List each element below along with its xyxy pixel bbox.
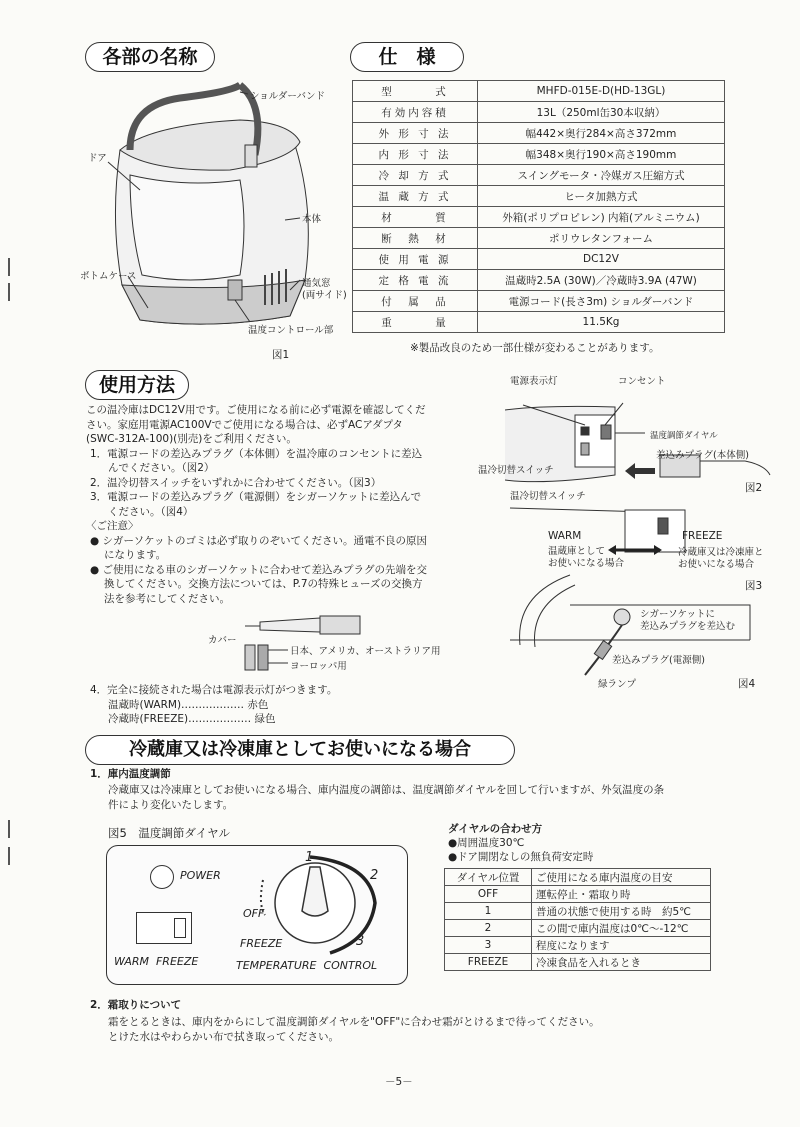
- spec-value: 温蔵時2.5A (30W)／冷蔵時3.9A (47W): [478, 270, 725, 291]
- power-lamp-icon: [150, 865, 174, 889]
- step-4-text: 4．完全に接続された場合は電源表示灯がつきます。: [90, 684, 338, 696]
- label-vent: 通気窓: [302, 278, 331, 289]
- freeze-color-line: 冷蔵時(FREEZE)……………… 緑色: [108, 713, 276, 725]
- spec-key: 有効内容積: [353, 102, 478, 123]
- spec-value: 11.5Kg: [478, 312, 725, 333]
- dial-table: [444, 868, 711, 971]
- fig3-warm: WARM: [548, 530, 582, 542]
- spec-key: 材 質: [353, 207, 478, 228]
- dial-temp-guide: 普通の状態で使用する時 約5℃: [532, 903, 711, 920]
- fig2-lamp: 電源表示灯: [510, 376, 558, 387]
- dial-2: 2: [370, 868, 379, 883]
- dial-position: OFF: [445, 886, 532, 903]
- usage-intro-3: (SWC-312A-100)(別売)をご利用ください。: [86, 433, 297, 445]
- spec-row: [353, 291, 725, 312]
- spec-key: 断 熱 材: [353, 228, 478, 249]
- spec-value: ポリウレタンフォーム: [478, 228, 725, 249]
- spec-key: 内 形 寸 法: [353, 144, 478, 165]
- spec-value: 電源コード(長さ3m) ショルダーバンド: [478, 291, 725, 312]
- spec-key: 外 形 寸 法: [353, 123, 478, 144]
- spec-row: [353, 81, 725, 102]
- heading-parts: 各部の名称: [85, 42, 215, 72]
- fig4-plug: 差込みプラグ(電源側): [612, 655, 705, 666]
- dial-condition-2: ●ドア開閉なしの無負荷安定時: [448, 851, 594, 863]
- fridge-s1-p1: 冷蔵庫又は冷凍庫としてお使いになる場合、庫内温度の調節は、温度調節ダイヤルを回して行いますが、外気温度の条: [108, 784, 665, 796]
- usage-intro-2: さい。家庭用電源AC100Vでご使用になる場合は、必ずACアダプタ: [86, 418, 403, 431]
- dial-table-head-temp: ご使用になる庫内温度の目安: [532, 869, 711, 886]
- label-jp-us-au: 日本、アメリカ、オーストラリア用: [290, 646, 441, 657]
- fridge-s2-p1: 霜をとるときは、庫内をからにして温度調節ダイヤルを"OFF"に合わせ霜がとけるまで待ってください。: [108, 1016, 600, 1028]
- spec-key: 使 用 電 源: [353, 249, 478, 270]
- fig3-freeze: FREEZE: [682, 530, 723, 542]
- usage-caution: 〈ご注意〉: [86, 520, 139, 532]
- spec-row: [353, 102, 725, 123]
- fig3-warm-desc-2: お使いになる場合: [548, 558, 625, 569]
- dial-settings-title: ダイヤルの合わせ方: [448, 823, 543, 835]
- fig2-caption: 図2: [745, 482, 763, 494]
- fig3-switch: 温冷切替スイッチ: [510, 491, 586, 502]
- power-label: POWER: [180, 869, 221, 882]
- spec-note: ※製品改良のため一部仕様が変わることがあります。: [410, 342, 660, 354]
- dial-temp-guide: 運転停止・霜取り時: [532, 886, 711, 903]
- binding-mark: [8, 847, 10, 865]
- spec-row: [353, 207, 725, 228]
- dial-table-row: [445, 920, 711, 937]
- usage-bullet-1a: ● シガーソケットのゴミは必ず取りのぞいてください。通電不良の原因: [90, 534, 427, 547]
- dial-position: 1: [445, 903, 532, 920]
- spec-value: ヒータ加熱方式: [478, 186, 725, 207]
- fig1-caption: 図1: [272, 349, 290, 361]
- dial-freeze: FREEZE: [240, 937, 283, 950]
- warm-freeze-switch[interactable]: [136, 912, 192, 944]
- spec-table-body: [353, 81, 725, 333]
- fig5-caption: 図5 温度調節ダイヤル: [108, 826, 230, 840]
- dial-position: 3: [445, 937, 532, 954]
- dial-table-header: [445, 869, 711, 886]
- spec-key: 冷 却 方 式: [353, 165, 478, 186]
- dial-table-head-position: ダイヤル位置: [445, 869, 532, 886]
- usage-step-3a: 3．電源コードの差込みプラグ（電源側）をシガーソケットに差込んで: [90, 491, 422, 503]
- bullet-1a-text: シガーソケットのゴミは必ず取りのぞいてください。通電不良の原因: [102, 534, 427, 547]
- usage-bullet-1b: になります。: [104, 549, 167, 561]
- binding-mark: [8, 283, 10, 301]
- fig4-socket-2: 差込みプラグを差込む: [640, 621, 736, 632]
- warm-color-line: 温蔵時(WARM)……………… 赤色: [108, 698, 269, 711]
- fig3-freeze-desc-1: 冷蔵庫又は冷凍庫と: [678, 547, 764, 558]
- usage-step-1a: 1．電源コードの差込みプラグ（本体側）を温冷庫のコンセントに差込: [90, 447, 423, 460]
- dial-temp-guide: 程度になります: [532, 937, 711, 954]
- label-bottom-case: ボトムケース: [80, 271, 137, 282]
- spec-row: [353, 165, 725, 186]
- dial-table-row: [445, 937, 711, 954]
- spec-value: 外箱(ポリプロピレン) 内箱(アルミニウム): [478, 207, 725, 228]
- dial-off: OFF: [243, 907, 265, 920]
- spec-key: 型 式: [353, 81, 478, 102]
- usage-bullet-2b: 換してください。交換方法については、P.7の特殊ヒューズの交換方: [104, 578, 423, 590]
- spec-row: [353, 270, 725, 291]
- label-temp-control: 温度コントロール部: [248, 325, 334, 336]
- fig2-plug: 差込みプラグ(本体側): [656, 450, 749, 461]
- dial-condition-1: ●周囲温度30℃: [448, 837, 525, 849]
- binding-mark: [8, 820, 10, 838]
- dial-table-row: [445, 903, 711, 920]
- label-vent-sub: (両サイド): [302, 290, 347, 301]
- fridge-s1-p2: 件により変化いたします。: [108, 799, 234, 811]
- spec-value: 幅348×奥行190×高さ190mm: [478, 144, 725, 165]
- fig2-switch: 温冷切替スイッチ: [478, 465, 554, 476]
- fig2-dial: 温度調節ダイヤル: [650, 431, 718, 441]
- usage-intro-1: この温冷庫はDC12V用です。ご使用になる前に必ず電源を確認してくだ: [86, 404, 426, 416]
- spec-value: スイングモータ・冷媒ガス圧縮方式: [478, 165, 725, 186]
- dial-table-row: [445, 954, 711, 971]
- usage-bullet-2c: 法を参考にしてください。: [104, 592, 230, 605]
- dial-temp-guide: 冷凍食品を入れるとき: [532, 954, 711, 971]
- binding-mark: [8, 258, 10, 276]
- fig3-warm-desc-1: 温蔵庫として: [548, 546, 606, 557]
- fig4-caption: 図4: [738, 678, 756, 690]
- spec-table: [352, 80, 725, 333]
- usage-bullet-2a: ● ご使用になる車のシガーソケットに合わせて差込みプラグの先端を交: [90, 563, 427, 576]
- spec-value: 13L（250ml缶30本収納）: [478, 102, 725, 123]
- usage-text: [86, 403, 476, 606]
- fig4-lamp: 緑ランプ: [598, 679, 637, 690]
- usage-step-2: 2．温冷切替スイッチをいずれかに合わせてください。（図3）: [90, 476, 382, 489]
- spec-row: [353, 144, 725, 165]
- dial-position: 2: [445, 920, 532, 937]
- spec-row: [353, 312, 725, 333]
- fig2-illustration: [505, 385, 775, 495]
- spec-row: [353, 249, 725, 270]
- page-number: －5－: [385, 1076, 413, 1088]
- label-europe: ヨーロッパ用: [290, 661, 347, 672]
- heading-spec: 仕 様: [350, 42, 464, 72]
- usage-step-4: [90, 683, 450, 727]
- fig3-caption: 図3: [745, 580, 763, 592]
- label-cover: カバー: [208, 635, 237, 646]
- heading-fridge: 冷蔵庫又は冷凍庫としてお使いになる場合: [85, 735, 515, 765]
- spec-key: 付 属 品: [353, 291, 478, 312]
- spec-row: [353, 123, 725, 144]
- dial-table-row: [445, 886, 711, 903]
- dial-table-body: [445, 886, 711, 971]
- dial-3: 3: [356, 934, 365, 949]
- temperature-control-label: TEMPERATURE CONTROL: [236, 959, 378, 972]
- fig4-socket-1: シガーソケットに: [640, 609, 716, 620]
- fig2-outlet: コンセント: [618, 376, 666, 387]
- spec-value: DC12V: [478, 249, 725, 270]
- fridge-s2-title: 2．霜取りについて: [90, 999, 182, 1011]
- fridge-s2-p2: とけた水はやわらかい布で拭き取ってください。: [108, 1031, 339, 1043]
- label-shoulder-band: ショルダーバンド: [250, 91, 325, 102]
- spec-key: 定 格 電 流: [353, 270, 478, 291]
- dial-temp-guide: この間で庫内温度は0℃〜-12℃: [532, 920, 711, 937]
- warm-freeze-label: WARM FREEZE: [114, 955, 199, 968]
- usage-step-1b: んでください。（図2）: [108, 462, 215, 474]
- spec-row: [353, 186, 725, 207]
- spec-value: 幅442×奥行284×高さ372mm: [478, 123, 725, 144]
- switch-knob: [174, 918, 186, 938]
- label-body: 本体: [302, 214, 322, 225]
- bullet-2a-text: ご使用になる車のシガーソケットに合わせて差込みプラグの先端を交: [102, 563, 427, 576]
- dial-position: FREEZE: [445, 954, 532, 971]
- label-door: ドア: [88, 153, 107, 164]
- spec-key: 温 蔵 方 式: [353, 186, 478, 207]
- usage-step-3b: ください。（図4）: [108, 505, 194, 518]
- dial-1: 1: [305, 850, 314, 865]
- fridge-s1-title: 1．庫内温度調節: [90, 768, 171, 780]
- fig3-freeze-desc-2: お使いになる場合: [678, 559, 755, 570]
- spec-value: MHFD-015E-D(HD-13GL): [478, 81, 725, 102]
- heading-usage: 使用方法: [85, 370, 189, 400]
- spec-key: 重 量: [353, 312, 478, 333]
- spec-row: [353, 228, 725, 249]
